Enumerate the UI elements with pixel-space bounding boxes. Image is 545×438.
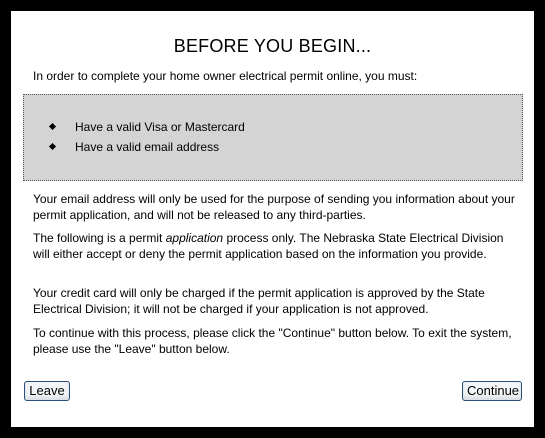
application-text-after: process only. The Nebraska State Electrical Division will either accept or deny the permit application based on the information you provide.: [33, 231, 504, 261]
requirement-item: [46, 119, 245, 139]
dialog-window: [11, 11, 534, 427]
continue-button[interactable]: Continue: [462, 381, 522, 401]
diamond-bullet-icon: [49, 143, 56, 150]
requirements-box: [23, 94, 523, 181]
application-notice-paragraph: [33, 231, 517, 262]
continue-instructions-paragraph: To continue with this process, please click the "Continue" button below. To exit the system, please use the "Leave" button below.: [33, 326, 512, 356]
requirement-text: Have a valid Visa or Mastercard: [75, 120, 245, 134]
email-privacy-paragraph: Your email address will only be used for the purpose of sending you information about your permit application, and will not be released to any third-parties.: [33, 192, 515, 222]
requirement-text: Have a valid email address: [75, 140, 220, 154]
diamond-bullet-icon: [49, 123, 56, 130]
charge-notice-paragraph: Your credit card will only be charged if the permit application is approved by the State Electrical Division; it will not be charged if your application is not approved.: [33, 286, 485, 316]
application-text-before: The following is a permit: [33, 231, 166, 245]
application-emphasis: application: [165, 231, 224, 245]
requirement-item: [46, 139, 245, 159]
page-title: BEFORE YOU BEGIN...: [173, 36, 372, 56]
leave-button[interactable]: Leave: [24, 381, 70, 401]
intro-text: In order to complete your home owner electrical permit online, you must:: [33, 69, 418, 83]
requirements-list: [46, 119, 245, 159]
